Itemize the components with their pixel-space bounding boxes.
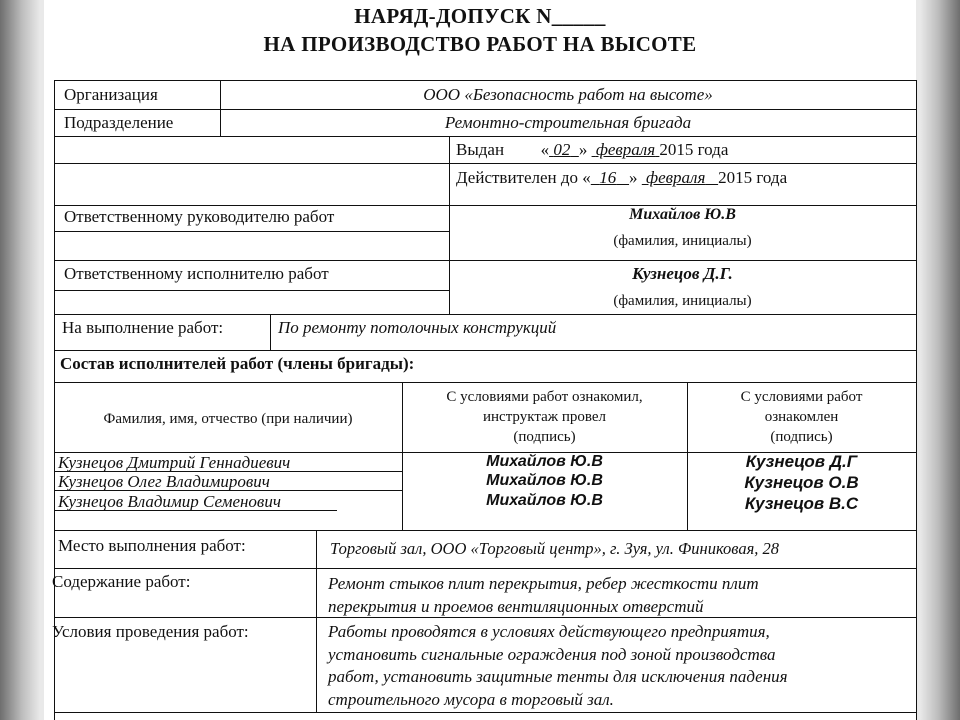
permit-subtitle: НА ПРОИЗВОДСТВО РАБОТ НА ВЫСОТЕ [263, 32, 697, 56]
content-value: Ремонт стыков плит перекрытия, ребер жесткости плит перекрытия и проемов вентиляционных отверстий [328, 574, 759, 616]
valid-month: февраля [646, 168, 706, 187]
manager-value: Михайлов Ю.В [629, 206, 736, 223]
team-row-3-instructed: Михайлов Ю.В [486, 492, 603, 509]
executor-value: Кузнецов Д.Г. [632, 264, 733, 283]
issued-label: Выдан [456, 140, 505, 159]
team-col-instructed: С условиями работ ознакомил, инструктаж провел (подпись) [446, 389, 643, 445]
valid-day: 16 [599, 168, 617, 187]
work-assignment-value: По ремонту потолочных конструкций [278, 318, 557, 337]
rule [449, 136, 450, 314]
rule [54, 382, 917, 383]
location-value: Торговый зал, ООО «Торговый центр», г. Зуя, ул. Финиковая, 28 [330, 539, 780, 558]
valid-open-quote: « [582, 168, 591, 187]
executor-label: Ответственному исполнителю работ [64, 264, 329, 283]
valid-until-label: Действителен до [456, 168, 579, 187]
team-row-2-name: Кузнецов Олег Владимирович [58, 472, 270, 491]
executor-hint: (фамилия, инициалы) [613, 293, 752, 309]
rule [54, 712, 917, 713]
permit-document [44, 0, 916, 720]
location-label: Место выполнения работ: [58, 536, 246, 555]
rule [54, 136, 917, 137]
rule [54, 231, 449, 232]
issued-month: февраля [595, 140, 656, 159]
valid-until-row [456, 168, 787, 188]
conditions-value: Работы проводятся в условиях действующего предприятия, установить сигнальные ограждения под зоной производства работ, установить защитные тенты для исключения падения строительного мусора в торговый зал. [328, 622, 788, 709]
team-row-1-instructed: Михайлов Ю.В [486, 453, 603, 470]
content-label: Содержание работ: [52, 572, 191, 591]
team-row-1-name: Кузнецов Дмитрий Геннадиевич [58, 453, 291, 472]
rule [316, 530, 317, 712]
division-value: Ремонтно-строительная бригада [444, 113, 692, 132]
team-row-3-acknowledged: Кузнецов В.С [744, 494, 859, 513]
team-heading: Состав исполнителей работ (члены бригады): [60, 354, 415, 373]
conditions-label: Условия проведения работ: [52, 622, 249, 641]
organization-value: ООО «Безопасность работ на высоте» [423, 85, 713, 104]
frame-right [916, 80, 917, 720]
valid-year: 2015 года [718, 168, 788, 187]
team-row-1-acknowledged: Кузнецов Д.Г [745, 452, 858, 471]
team-col-acknowledged: С условиями работ ознакомлен (подпись) [740, 389, 863, 445]
team-col-name: Фамилия, имя, отчество (при наличии) [103, 411, 353, 427]
division-label: Подразделение [64, 113, 174, 132]
rule [54, 530, 917, 531]
team-row-3-name: Кузнецов Владимир Семенович [58, 492, 281, 511]
issued-year: 2015 года [659, 140, 729, 159]
work-assignment-label: На выполнение работ: [62, 318, 224, 337]
issued-open-quote: « [540, 140, 550, 159]
rule [54, 568, 917, 569]
rule [54, 260, 917, 261]
rule [54, 350, 917, 351]
manager-hint: (фамилия, инициалы) [613, 233, 752, 249]
manager-label: Ответственному руководителю работ [64, 207, 335, 226]
team-row-2-instructed: Михайлов Ю.В [486, 472, 603, 489]
issued-close-quote: » [578, 140, 588, 159]
permit-title: НАРЯД-ДОПУСК N_____ [354, 4, 606, 28]
rule [54, 80, 917, 81]
rule [270, 314, 271, 350]
rule [54, 314, 917, 315]
team-row-2-acknowledged: Кузнецов О.В [744, 473, 859, 492]
issued-date-row [456, 140, 728, 160]
organization-label: Организация [64, 85, 158, 104]
valid-close-quote: » [629, 168, 638, 187]
rule [54, 290, 449, 291]
rule [54, 109, 917, 110]
issued-day: 02 [553, 140, 571, 159]
rule [54, 163, 917, 164]
